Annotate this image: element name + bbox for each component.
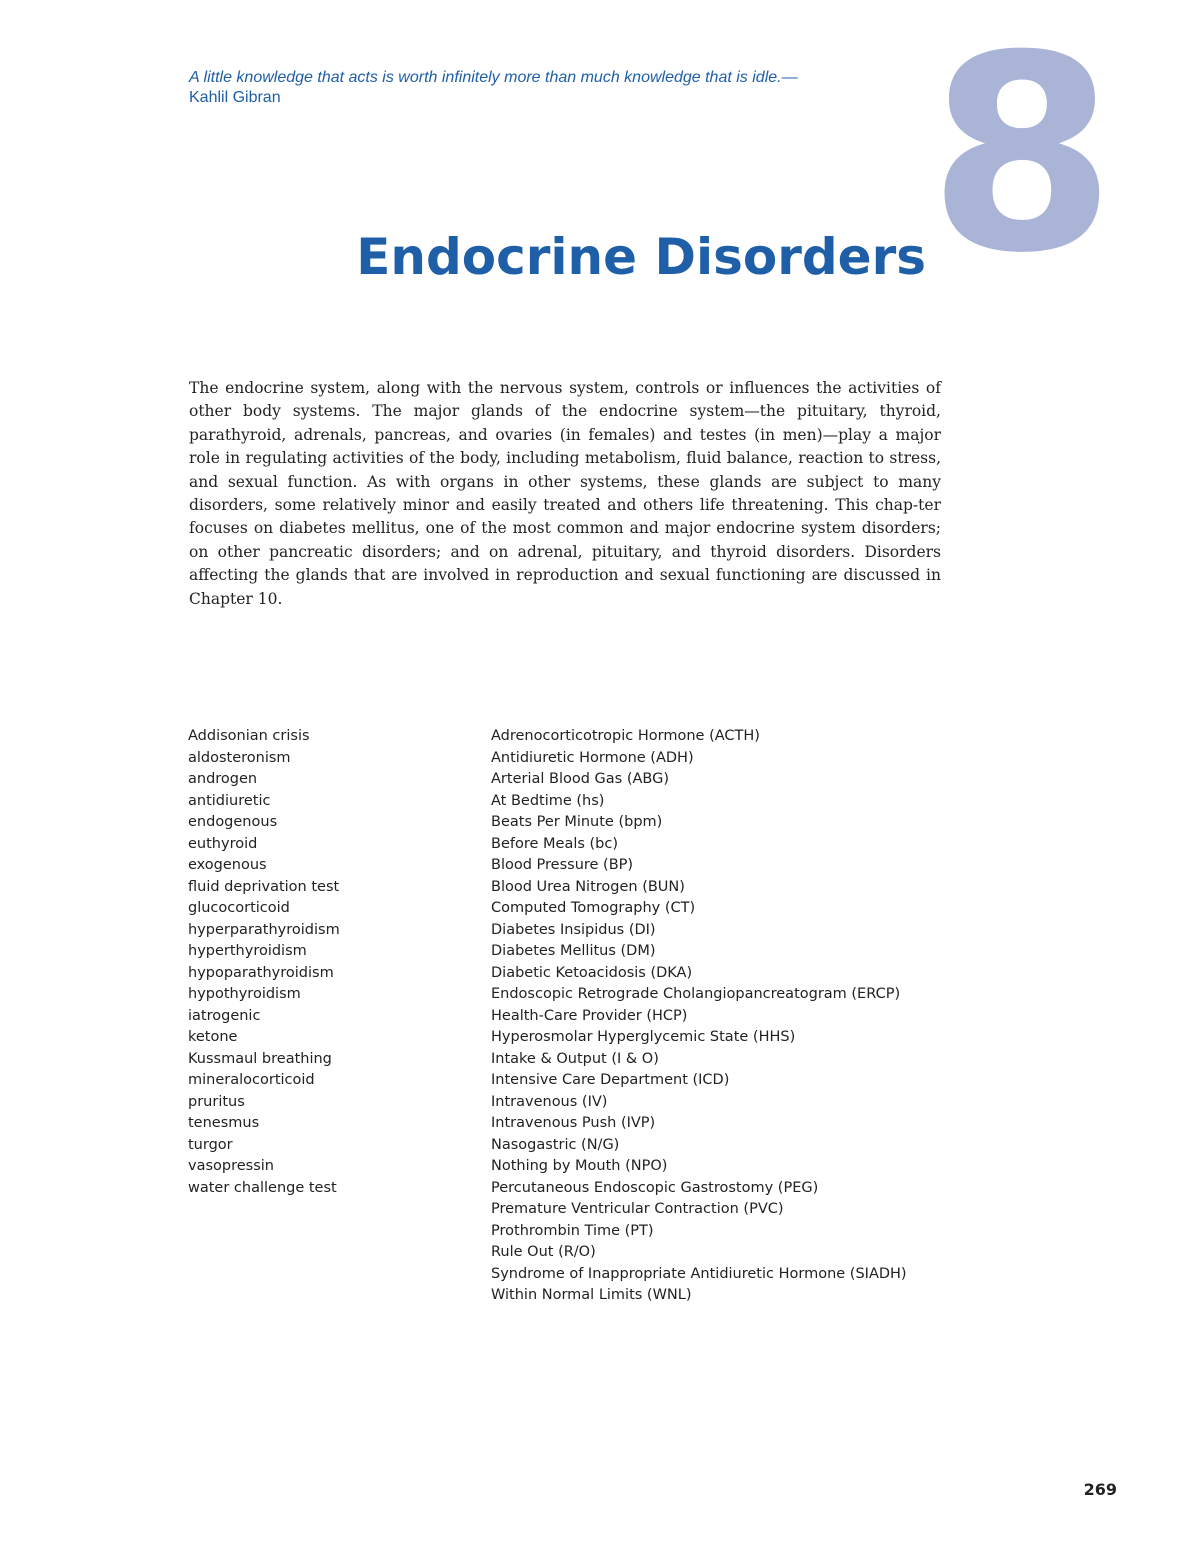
epigraph-quote: A little knowledge that acts is worth infinitely more than much knowledge that is idle.— xyxy=(189,69,798,86)
key-term: glucocorticoid xyxy=(188,900,290,916)
abbreviation: Prothrombin Time (PT) xyxy=(491,1222,654,1239)
abbreviation: Intake & Output (I & O) xyxy=(491,1050,659,1067)
abbreviation: Adrenocorticotropic Hormone (ACTH) xyxy=(491,728,760,744)
abbreviation: Beats Per Minute (bpm) xyxy=(491,814,663,830)
key-term: hypothyroidism xyxy=(188,986,301,1002)
abbreviation: Diabetes Insipidus (DI) xyxy=(491,921,656,938)
key-term: hyperthyroidism xyxy=(188,943,307,959)
key-term: Kussmaul breathing xyxy=(188,1050,332,1067)
chapter-title: Endocrine Disorders xyxy=(356,228,926,286)
page-number: 269 xyxy=(1083,1480,1117,1499)
abbreviation: Intensive Care Department (ICD) xyxy=(491,1072,730,1088)
abbreviation: Diabetic Ketoacidosis (DKA) xyxy=(491,964,693,981)
abbreviation: Antidiuretic Hormone (ADH) xyxy=(491,749,694,766)
key-term: aldosteronism xyxy=(188,749,291,766)
key-term: turgor xyxy=(188,1136,233,1153)
key-term: androgen xyxy=(188,771,258,787)
abbreviation: At Bedtime (hs) xyxy=(491,792,605,809)
key-term: pruritus xyxy=(188,1093,245,1110)
abbreviation: Percutaneous Endoscopic Gastrostomy (PEG) xyxy=(491,1179,819,1196)
abbreviation: Endoscopic Retrograde Cholangiopancreatogram (ERCP) xyxy=(491,986,901,1002)
abbreviation: Blood Urea Nitrogen (BUN) xyxy=(491,878,685,895)
epigraph-author: Kahlil Gibran xyxy=(189,89,281,106)
abbreviation: Within Normal Limits (WNL) xyxy=(491,1287,692,1303)
abbreviation: Health-Care Provider (HCP) xyxy=(491,1007,688,1024)
abbreviation: Nothing by Mouth (NPO) xyxy=(491,1158,668,1174)
abbreviations-list xyxy=(491,726,1011,1307)
epigraph xyxy=(189,68,949,108)
key-term: ketone xyxy=(188,1029,238,1045)
abbreviation: Blood Pressure (BP) xyxy=(491,857,634,873)
key-term: fluid deprivation test xyxy=(188,878,340,895)
key-term: hyperparathyroidism xyxy=(188,921,340,938)
abbreviation: Hyperosmolar Hyperglycemic State (HHS) xyxy=(491,1029,796,1045)
abbreviation: Diabetes Mellitus (DM) xyxy=(491,943,656,959)
key-term: mineralocorticoid xyxy=(188,1072,315,1088)
key-term: antidiuretic xyxy=(188,792,271,809)
key-term: hypoparathyroidism xyxy=(188,964,334,981)
key-term: vasopressin xyxy=(188,1158,274,1174)
key-term: endogenous xyxy=(188,814,278,830)
intro-paragraph: The endocrine system, along with the nervous system, controls or influences the activities of other body systems. The major glands of the endocrine system—the pituitary, thyroid, parathyroid, adrenals, pancreas, and ovaries (in females) and testes (in men)—play a major role in regulating activities of the body, including metabolism, fluid balance, reaction to stress, and sexual function. As with organs in other systems, these glands are subject to many disorders, some relatively minor and easily treated and others life threatening. This chap-ter focuses on diabetes mellitus, one of the most common and major endocrine system disorders; on other pancreatic disorders; and on adrenal, pituitary, and thyroid disorders. Disorders affecting the glands that are involved in reproduction and sexual functioning are discussed in Chapter 10. xyxy=(189,379,941,608)
abbreviation: Computed Tomography (CT) xyxy=(491,900,696,916)
abbreviation: Intravenous Push (IVP) xyxy=(491,1115,656,1131)
abbreviation: Arterial Blood Gas (ABG) xyxy=(491,771,669,787)
abbreviation: Intravenous (IV) xyxy=(491,1093,608,1110)
abbreviation: Syndrome of Inappropriate Antidiuretic Hormone (SIADH) xyxy=(491,1265,907,1282)
key-term: water challenge test xyxy=(188,1179,337,1196)
key-term: tenesmus xyxy=(188,1115,260,1131)
abbreviation: Nasogastric (N/G) xyxy=(491,1136,620,1153)
abbreviation: Rule Out (R/O) xyxy=(491,1244,596,1260)
abbreviation: Before Meals (bc) xyxy=(491,835,619,852)
key-term: Addisonian crisis xyxy=(188,728,310,744)
key-term: exogenous xyxy=(188,857,267,873)
chapter-number: 8 xyxy=(928,0,1116,312)
key-term: euthyroid xyxy=(188,835,258,852)
key-terms-list xyxy=(188,726,478,1199)
abbreviation: Premature Ventricular Contraction (PVC) xyxy=(491,1201,784,1217)
key-term: iatrogenic xyxy=(188,1007,261,1024)
